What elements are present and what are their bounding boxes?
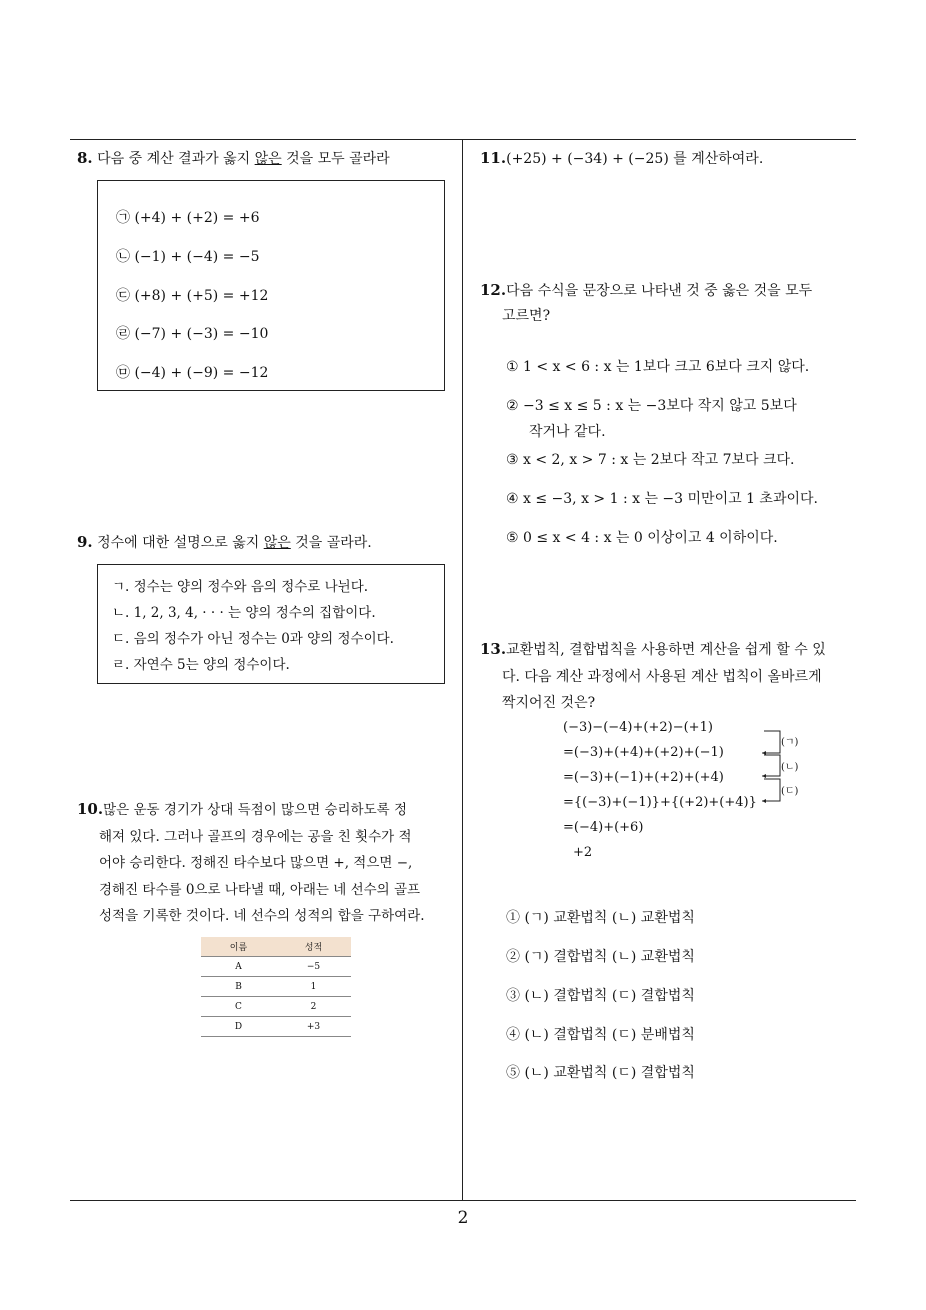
question-12 <box>480 278 812 329</box>
question-line-2: 다. 다음 계산 과정에서 사용된 계산 법칙이 올바르게 <box>502 668 822 685</box>
q12-option-2: ② −3 ≤ x ≤ 5 : x 는 −3보다 작지 않고 5보다 <box>506 398 797 414</box>
column-divider <box>462 139 463 1200</box>
calc-line-6: +2 <box>573 845 593 860</box>
q12-option-1: ① 1 < x < 6 : x 는 1보다 크고 6보다 크지 않다. <box>506 359 810 375</box>
q9-item-2: ㄴ. 1, 2, 3, 4, · · · 는 양의 정수의 집합이다. <box>112 605 376 621</box>
cell-name: A <box>201 957 276 977</box>
question-number: 8. <box>77 149 93 167</box>
question-line-1: 교환법칙, 결합법칙을 사용하면 계산을 쉽게 할 수 있 <box>506 642 826 658</box>
calc-line-1: (−3)−(−4)+(+2)−(+1) <box>563 720 713 735</box>
q8-option-1: ㉠ (+4) + (+2) = +6 <box>116 210 260 226</box>
golf-score-table <box>201 937 351 1037</box>
calc-line-5: =(−4)+(+6) <box>563 820 644 835</box>
calc-line-2: =(−3)+(+4)+(+2)+(−1) <box>563 745 724 760</box>
question-number: 9. <box>77 533 93 551</box>
q8-option-3: ㉢ (+8) + (+5) = +12 <box>116 288 269 304</box>
header-name: 이름 <box>201 937 276 957</box>
q12-option-2-cont: 작거나 같다. <box>529 424 606 440</box>
label-digeut: (ㄷ) <box>781 786 799 797</box>
q8-option-4: ㉣ (−7) + (−3) = −10 <box>116 326 269 342</box>
cell-name: D <box>201 1017 276 1037</box>
q8-option-5: ㉤ (−4) + (−9) = −12 <box>116 365 269 381</box>
q8-options-box <box>97 180 445 391</box>
top-rule <box>70 139 856 140</box>
q13-option-2: ② (ㄱ) 결합법칙 (ㄴ) 교환법칙 <box>506 949 695 965</box>
question-line-1: 많은 운동 경기가 상대 득점이 많으면 승리하도록 정 <box>103 802 408 818</box>
cell-score: 2 <box>276 997 351 1017</box>
question-line-3: 어야 승리한다. 정해진 타수보다 많으면 +, 적으면 −, <box>99 855 413 871</box>
table-row <box>201 1017 351 1037</box>
question-line-1: 다음 수식을 문장으로 나타낸 것 중 옳은 것을 모두 <box>506 283 813 299</box>
calc-line-4: ={(−3)+(−1)}+{(+2)+(+4)} <box>563 795 757 810</box>
q12-option-5: ⑤ 0 ≤ x < 4 : x 는 0 이상이고 4 이하이다. <box>506 530 778 546</box>
q13-option-3: ③ (ㄴ) 결합법칙 (ㄷ) 결합법칙 <box>506 988 695 1004</box>
table-row <box>201 957 351 977</box>
q13-option-4: ④ (ㄴ) 결합법칙 (ㄷ) 분배법칙 <box>506 1027 695 1043</box>
question-line-4: 경해진 타수를 0으로 나타낼 때, 아래는 네 선수의 골프 <box>99 881 421 898</box>
calc-line-3: =(−3)+(−1)+(+2)+(+4) <box>563 770 724 785</box>
q8-option-2: ㉡ (−1) + (−4) = −5 <box>116 249 260 265</box>
question-number: 11. <box>480 149 507 167</box>
question-13 <box>480 636 826 717</box>
question-9 <box>77 530 372 556</box>
question-10 <box>77 796 462 930</box>
q12-option-3: ③ x < 2, x > 7 : x 는 2보다 작고 7보다 크다. <box>506 452 795 468</box>
question-8 <box>77 146 390 172</box>
question-line-3: 짝지어진 것은? <box>502 695 596 711</box>
page-number: 2 <box>457 1208 469 1228</box>
q13-option-1: ① (ㄱ) 교환법칙 (ㄴ) 교환법칙 <box>506 910 695 926</box>
question-line-5: 성적을 기록한 것이다. 네 선수의 성적의 합을 구하여라. <box>99 908 425 924</box>
q9-item-1: ㄱ. 정수는 양의 정수와 음의 정수로 나뉜다. <box>112 579 369 595</box>
label-giyeok: (ㄱ) <box>781 737 799 748</box>
question-text: (+25) + (−34) + (−25) 를 계산하여라. <box>506 151 764 167</box>
q9-items-box <box>97 564 445 684</box>
table-header-row <box>201 937 351 957</box>
question-line-2: 해져 있다. 그러나 골프의 경우에는 공을 친 횟수가 적 <box>99 828 412 845</box>
table-row <box>201 977 351 997</box>
question-text: 다음 중 계산 결과가 옳지 않은 것을 모두 골라라 <box>97 151 390 167</box>
cell-score: −5 <box>276 957 351 977</box>
bottom-rule <box>70 1200 856 1201</box>
question-text: 정수에 대한 설명으로 옳지 않은 것을 골라라. <box>97 535 372 551</box>
cell-name: C <box>201 997 276 1017</box>
question-number: 10. <box>77 800 104 818</box>
q12-option-4: ④ x ≤ −3, x > 1 : x 는 −3 미만이고 1 초과이다. <box>506 491 818 507</box>
header-score: 성적 <box>276 937 351 957</box>
question-number: 12. <box>480 281 507 299</box>
question-number: 13. <box>480 640 507 658</box>
question-11 <box>480 146 763 172</box>
q13-option-5: ⑤ (ㄴ) 교환법칙 (ㄷ) 결합법칙 <box>506 1065 695 1081</box>
cell-name: B <box>201 977 276 997</box>
question-line-2: 고르면? <box>502 308 551 324</box>
q9-item-4: ㄹ. 자연수 5는 양의 정수이다. <box>112 657 290 673</box>
table-row <box>201 997 351 1017</box>
q9-item-3: ㄷ. 음의 정수가 아닌 정수는 0과 양의 정수이다. <box>112 631 394 647</box>
cell-score: 1 <box>276 977 351 997</box>
cell-score: +3 <box>276 1017 351 1037</box>
label-nieun: (ㄴ) <box>781 762 799 773</box>
